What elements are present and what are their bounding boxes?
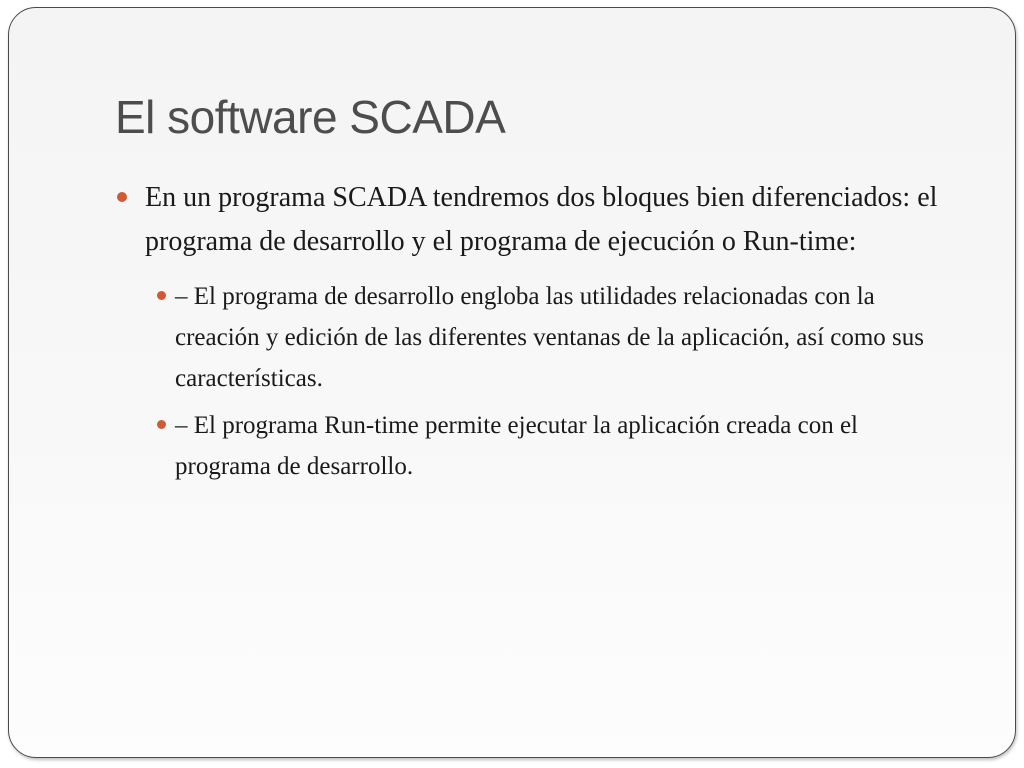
- bullet-dot-icon: [117, 192, 127, 202]
- sub-bullet-dot-icon: [157, 420, 166, 429]
- sub-bullet-item: [115, 276, 955, 399]
- bullet-text: En un programa SCADA tendremos dos bloques bien diferenciados: el programa de desarrollo y el programa de ejecución o Run-time:: [145, 182, 938, 257]
- slide-frame: [8, 7, 1016, 758]
- slide-title: El software SCADA: [115, 91, 506, 143]
- slide-body: [115, 176, 955, 493]
- sub-bullet-dot-icon: [157, 291, 166, 300]
- sub-bullet-text: – El programa de desarrollo engloba las utilidades relacionadas con la creación y edición de las diferentes ventanas de la aplicación, así como sus características.: [175, 283, 925, 392]
- sub-bullet-text: – El programa Run-time permite ejecutar la aplicación creada con el programa de desarrollo.: [175, 412, 859, 480]
- sub-bullet-item: [115, 405, 955, 487]
- bullet-item: [115, 176, 955, 264]
